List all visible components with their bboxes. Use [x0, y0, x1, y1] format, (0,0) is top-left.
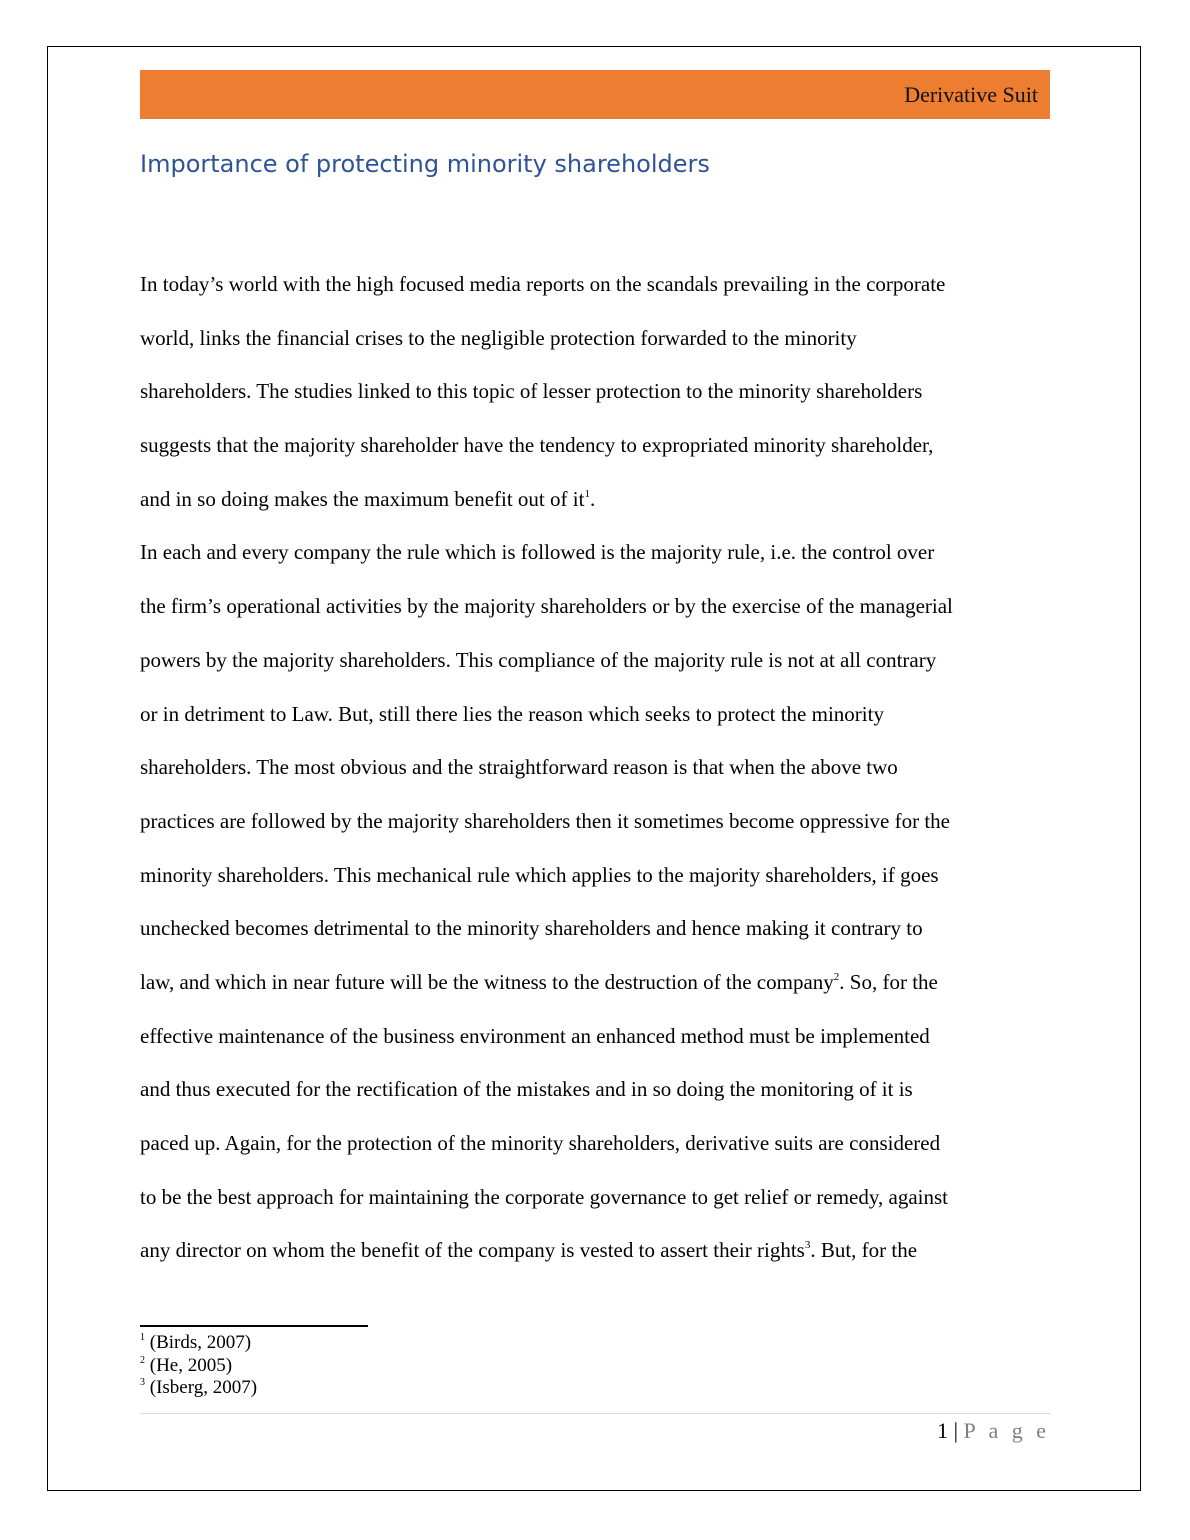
page-separator: |	[953, 1418, 959, 1443]
body-line: shareholders. The studies linked to this topic of lesser protection to the minority shareholders	[140, 379, 923, 404]
body-line: and thus executed for the rectification of the mistakes and in so doing the monitoring of it is	[140, 1077, 913, 1102]
body-line: In today’s world with the high focused media reports on the scandals prevailing in the corporate	[140, 272, 946, 296]
page-label: P a g e	[963, 1418, 1050, 1443]
body-line: law, and which in near future will be the witness to the destruction of the company$^2$. So, for the	[140, 969, 938, 994]
body-line: minority shareholders. This mechanical rule which applies to the majority shareholders, if goes	[140, 862, 939, 887]
page-footer	[937, 1416, 1050, 1446]
footer-divider	[140, 1413, 1050, 1414]
body-line: any director on whom the benefit of the company is vested to assert their rights$^3$. But, for the	[140, 1238, 918, 1263]
footnote-ref-1[interactable]: 1	[584, 487, 590, 500]
footnote-item: $^2$ (He, 2005)	[140, 1354, 233, 1376]
body-line: In each and every company the rule which is followed is the majority rule, i.e. the control over	[140, 540, 935, 565]
body-line: suggests that the majority shareholder have the tendency to expropriated minority shareholder,	[140, 433, 934, 458]
footnote-item: $^1$ (Birds, 2007)	[140, 1332, 252, 1353]
footnotes	[140, 1332, 257, 1400]
body-line: practices are followed by the majority shareholders then it sometimes become oppressive for the	[140, 808, 950, 833]
header-title: Derivative Suit	[904, 81, 1038, 107]
body-line: effective maintenance of the business environment an enhanced method must be implemented	[140, 1023, 930, 1048]
body-line: to be the best approach for maintaining the corporate governance to get relief or remedy, against	[140, 1184, 948, 1209]
body-line: shareholders. The most obvious and the straightforward reason is that when the above two	[140, 755, 898, 780]
body-line: world, links the financial crises to the negligible protection forwarded to the minority	[140, 325, 857, 350]
body-line: or in detriment to Law. But, still there lies the reason which seeks to protect the minority	[140, 701, 884, 726]
page-number: 1	[937, 1418, 949, 1443]
section-heading: Importance of protecting minority shareholders	[140, 150, 710, 178]
header-bar	[140, 70, 1050, 119]
body-line: powers by the majority shareholders. This compliance of the majority rule is not at all contrary	[140, 647, 937, 672]
footnote-separator	[140, 1325, 368, 1327]
footnote-ref-3[interactable]: 3	[804, 1239, 811, 1252]
body-text	[140, 258, 1052, 1278]
body-line: unchecked becomes detrimental to the minority shareholders and hence making it contrary to	[140, 916, 923, 941]
body-line: and in so doing makes the maximum benefit out of $it^1$.	[140, 486, 596, 511]
footnote-item: $^3$ (Isberg, 2007)	[140, 1377, 258, 1398]
body-line: the firm’s operational activities by the majority shareholders or by the exercise of the managerial	[140, 594, 953, 619]
footnote-ref-2[interactable]: 2	[833, 970, 840, 983]
body-line: paced up. Again, for the protection of the minority shareholders, derivative suits are considered	[140, 1131, 941, 1155]
